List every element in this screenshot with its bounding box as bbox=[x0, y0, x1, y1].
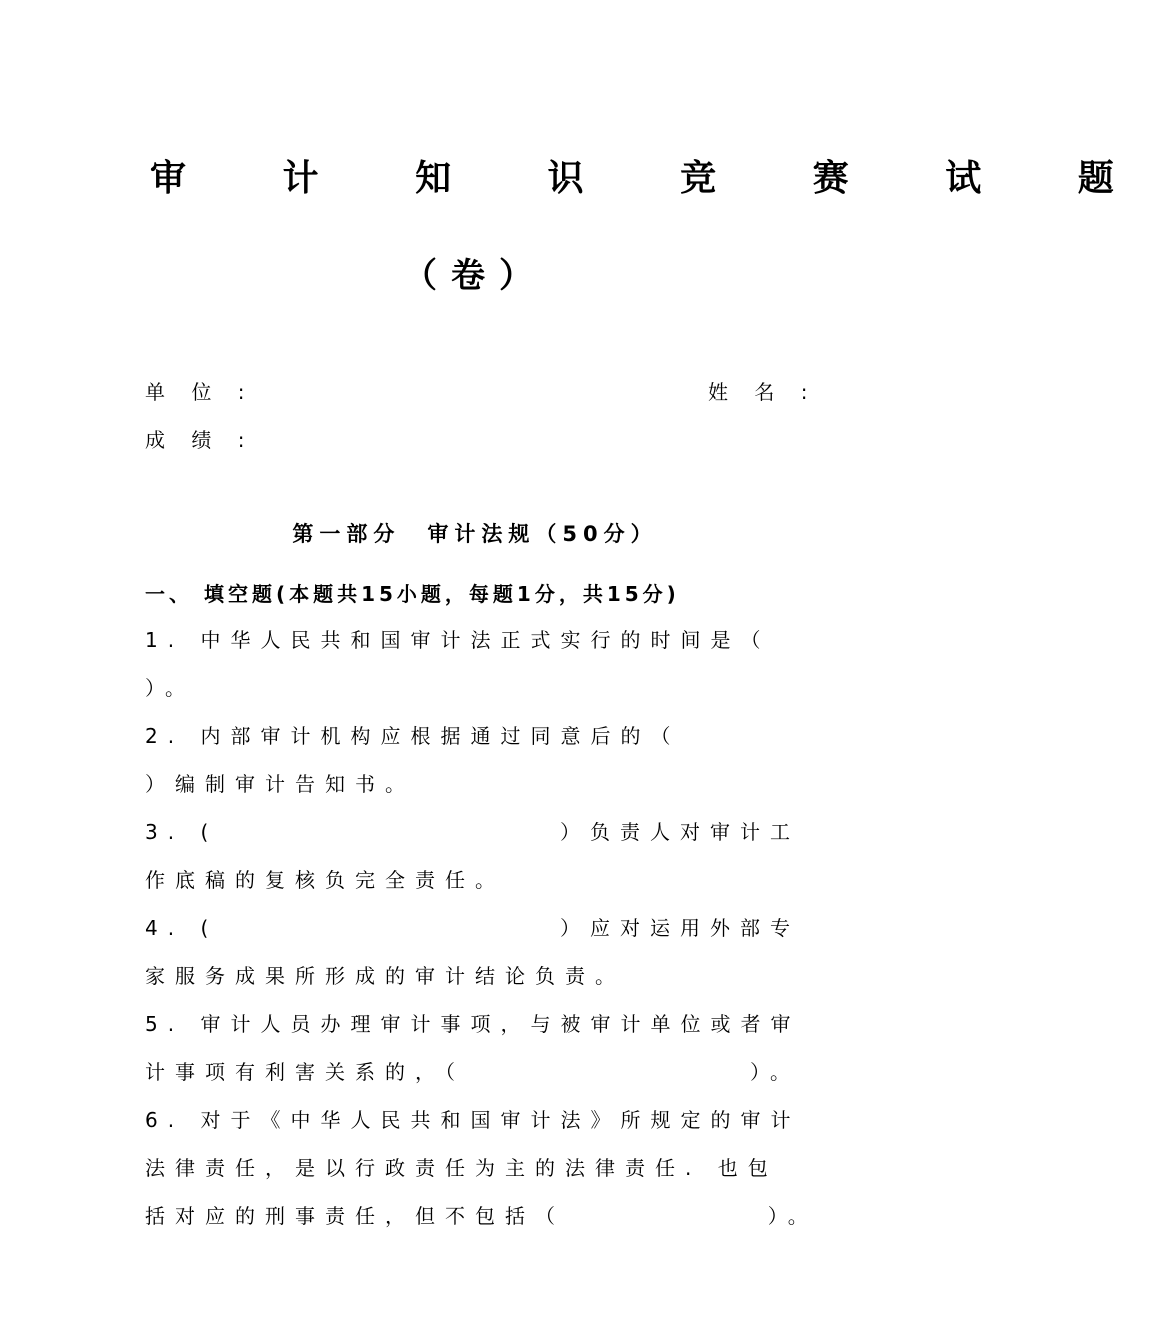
unit-label: 单 位 : bbox=[145, 380, 255, 404]
section-heading: 一、 填空题(本题共15小题，每题1分，共15分) bbox=[145, 582, 680, 606]
document-subtitle: （卷） bbox=[403, 256, 547, 296]
document-title: 审 计 知 识 竞 赛 试 题 bbox=[150, 157, 1156, 199]
name-label: 姓 名 : bbox=[708, 380, 818, 404]
section-title: 第一部分 审计法规（50分） bbox=[292, 522, 658, 546]
question-3-line-2: 作底稿的复核负完全责任。 bbox=[145, 868, 505, 892]
question-3-text: ）负责人对审计工 bbox=[560, 820, 800, 844]
question-5-line-1: 5. 审计人员办理审计事项，与被审计单位或者审 bbox=[145, 1012, 801, 1036]
question-1-line-1: 1. 中华人民共和国审计法正式实行的时间是（ bbox=[145, 628, 771, 652]
question-4-text: ）应对运用外部专 bbox=[560, 916, 800, 940]
question-6-close: ）。 bbox=[767, 1204, 818, 1228]
score-label: 成 绩 : bbox=[145, 428, 255, 452]
question-3-line-1 bbox=[145, 818, 800, 846]
question-5-close: ）。 bbox=[750, 1060, 800, 1084]
question-6-line-2: 法律责任，是以行政责任为主的法律责任. 也包 bbox=[145, 1156, 778, 1180]
question-4-number: 4. ( bbox=[145, 916, 219, 940]
question-2-line-1: 2. 内部审计机构应根据通过同意后的（ bbox=[145, 724, 681, 748]
question-5-line-2 bbox=[145, 1058, 800, 1086]
question-5-text: 计事项有利害关系的，（ bbox=[145, 1060, 465, 1084]
question-6-text: 括对应的刑事责任，但不包括（ bbox=[145, 1204, 565, 1228]
question-1-line-2: ）。 bbox=[145, 676, 195, 700]
question-3-number: 3. ( bbox=[145, 820, 219, 844]
question-4-line-2: 家服务成果所形成的审计结论负责。 bbox=[145, 964, 625, 988]
question-2-line-2: ）编制审计告知书。 bbox=[145, 772, 415, 796]
question-4-line-1 bbox=[145, 914, 800, 942]
question-6-line-3 bbox=[145, 1202, 818, 1230]
question-6-line-1: 6. 对于《中华人民共和国审计法》所规定的审计 bbox=[145, 1108, 801, 1132]
